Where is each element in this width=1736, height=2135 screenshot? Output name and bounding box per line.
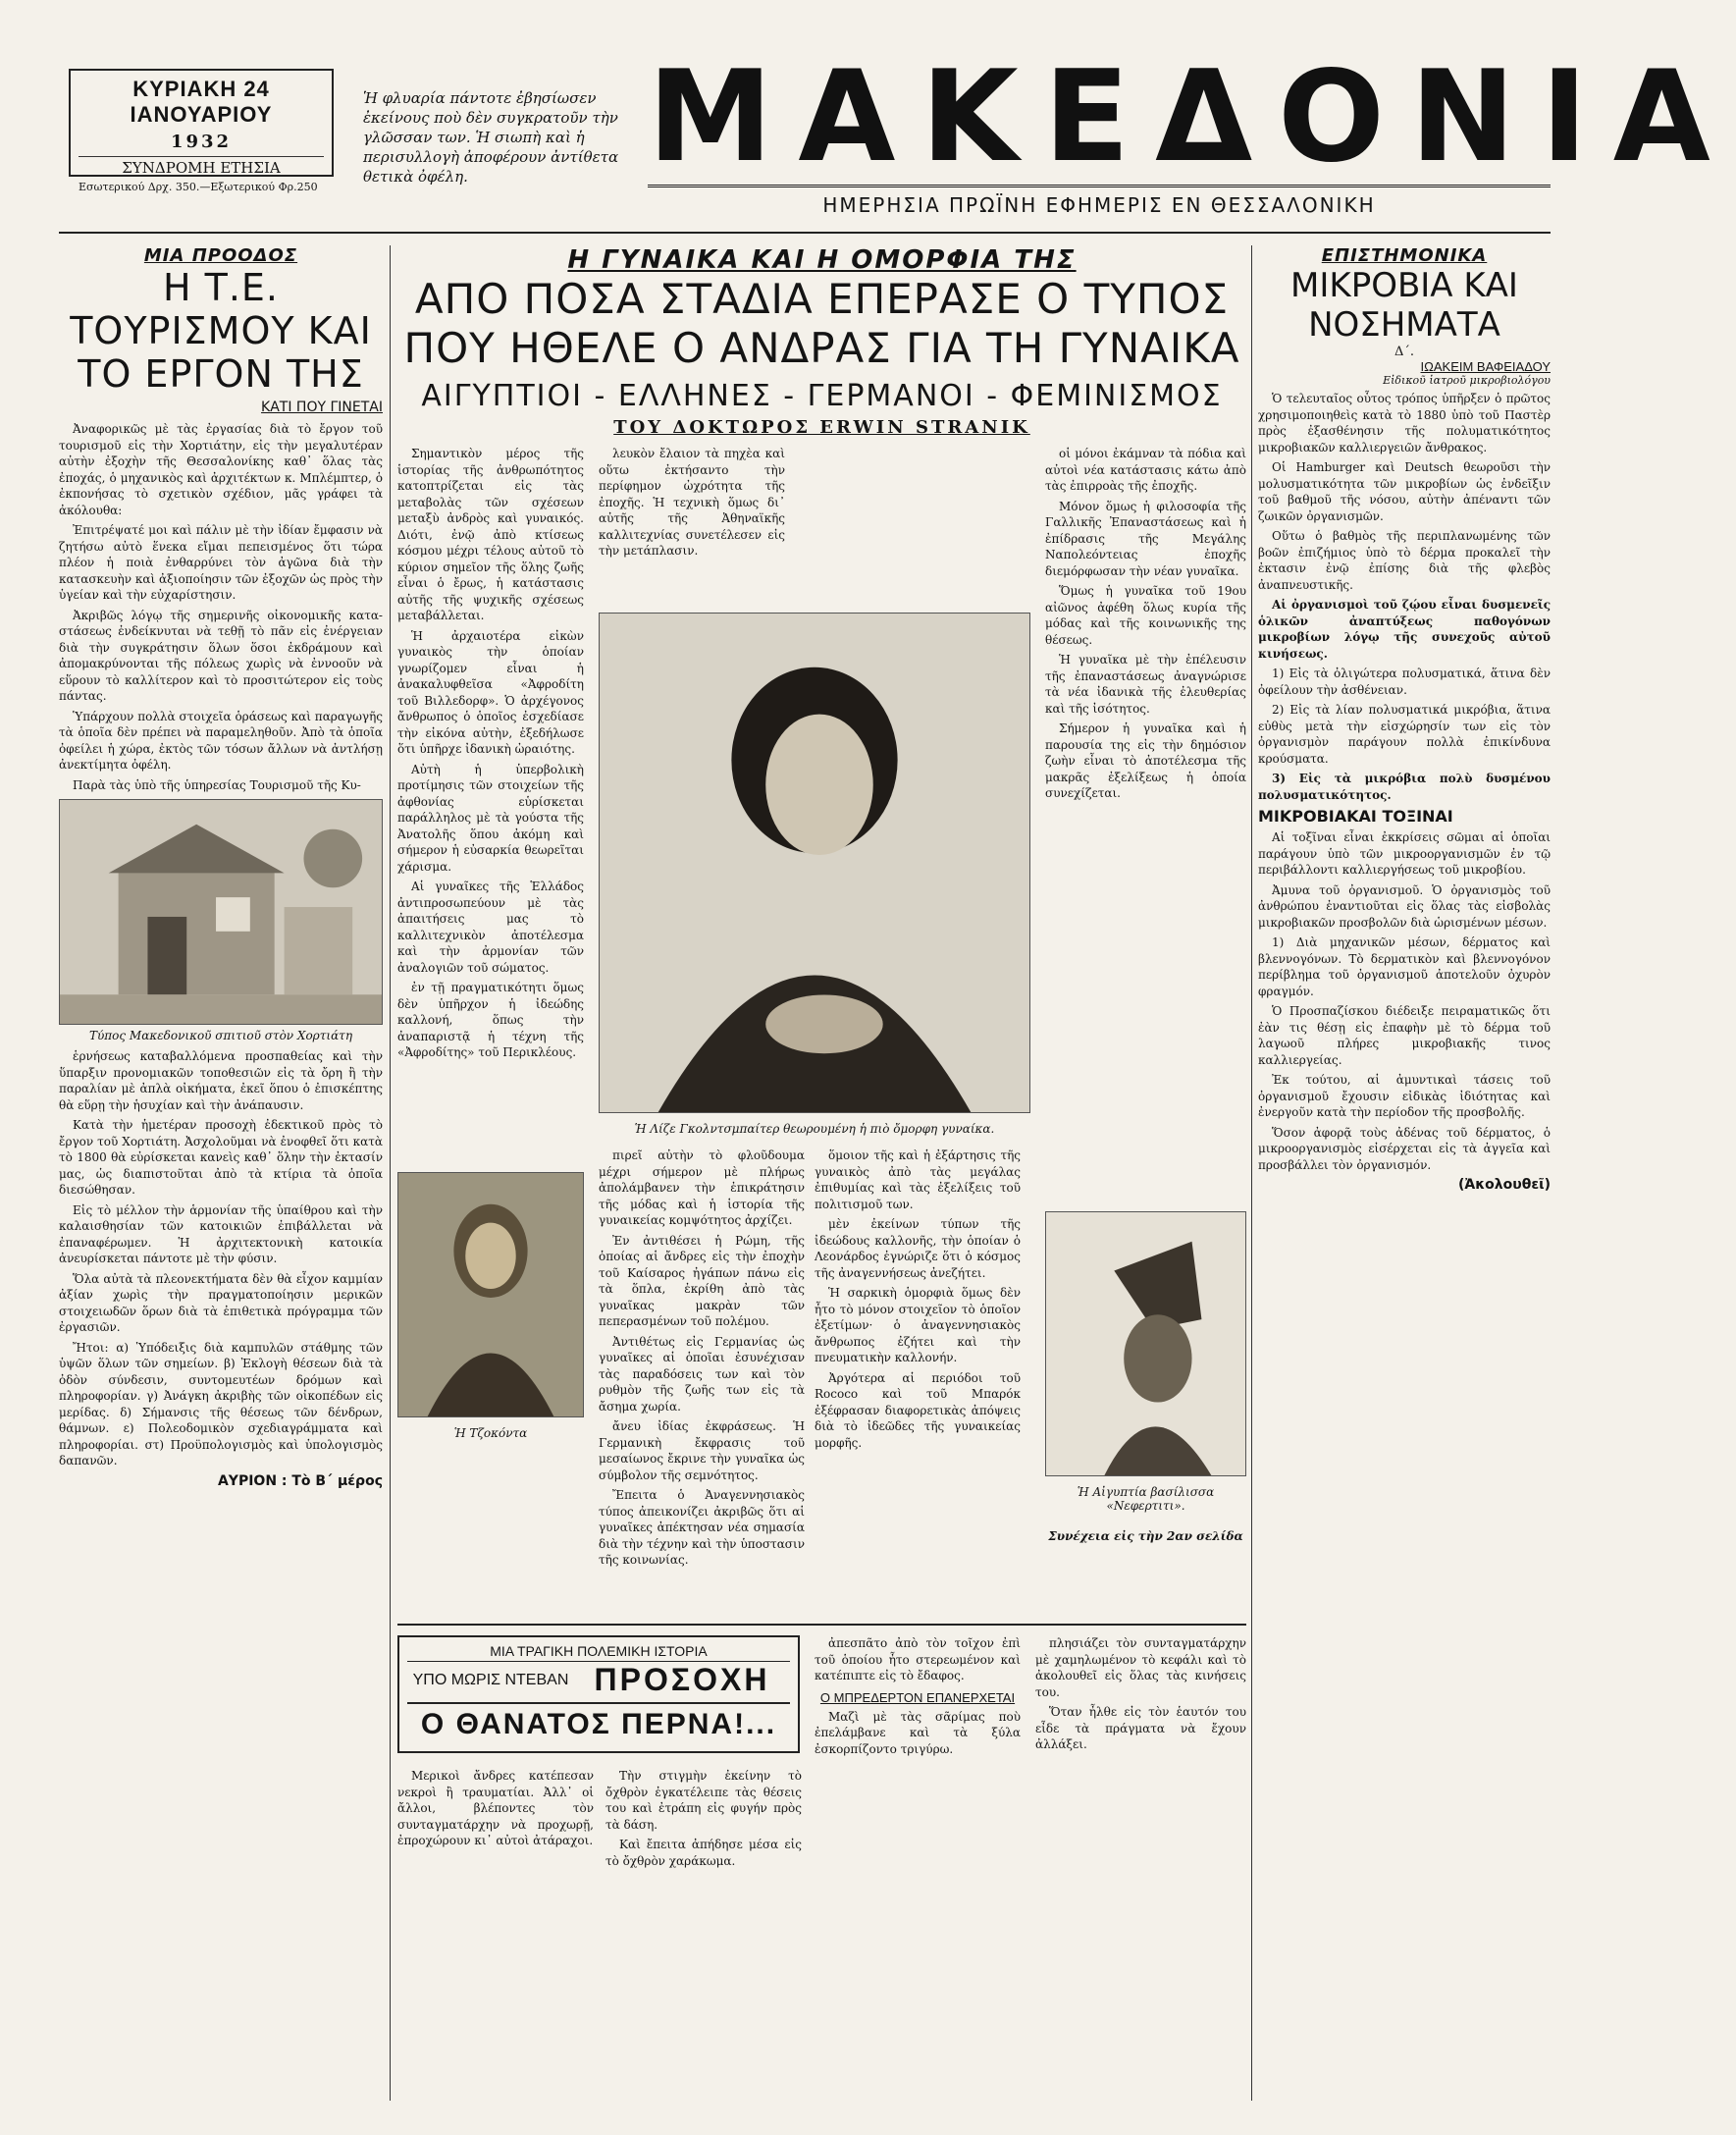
- right-column: [1258, 245, 1551, 1193]
- gioconda-photo: [397, 1172, 584, 1417]
- article-paragraph: Οὕτω ὁ βαθμὸς τῆς περιπλανωμένης τῶν βοῶν ἐπιζήμιος ὑπὸ τὸ δέρμα προκαλεῖ τὴν ἐκτασιν ἐνῷ ἐπίσης διὰ τῆς φλεβὸς ἀναπνευστικῆς.: [1258, 529, 1551, 592]
- date-box: [69, 69, 334, 193]
- column-divider: [1251, 245, 1252, 2101]
- article-paragraph: Σημαντικὸν μέρος τῆς ἱστορίας τῆς ἀνθρωπότητος κατοπτρίζεται εἰς τὰς μεταβολὰς τῶν σχέσεων μεταξὺ ἀνδρὸς καὶ γυναικός. Διότι, ἐνῷ ἀπὸ κτίσεως κόσμου μέχρι τέλους αὐτοῦ τὸ κύριον σημεῖον τῆς ὅλης ζωῆς εἶναι ὁ ἔρως, ἡ κατάστασις αὐτῆς τῆς ψυχικῆς σχέσεως μεταβάλλεται.: [397, 447, 584, 622]
- date-line: ΚΥΡΙΑΚΗ 24 ΙΑΝΟΥΑΡΙΟΥ: [130, 77, 273, 127]
- text-column: [605, 1768, 802, 1873]
- article-paragraph: πλησιάζει τὸν συνταγματάρχην μὲ χαμηλωμένον τὸ κεφάλι καὶ τὸ ἀκολουθεῖ εἰς ὅλας τὰς κινήσεις του.: [1035, 1636, 1246, 1699]
- nefertiti-caption: Ἡ Αἰγυπτία βασίλισσα «Νεφερτιτι».: [1077, 1485, 1215, 1513]
- article-paragraph: Ἐν ἀντιθέσει ἡ Ρώμη, τῆς ὁποίας αἱ ἄνδρες εἰς τὴν ἐποχὴν τοῦ Καίσαρος ἠγάπων πάνω εἰς τὰ ὅπλα, ἐκρίθη ἀπὸ τὰς γυναῖκας μακρὰν τῶν πεπερασμένων τοῦ πολέμου.: [599, 1233, 805, 1328]
- article-paragraph: Αἱ τοξῖναι εἶναι ἐκκρίσεις σῶμαι αἱ ὁποῖαι παράγουν ὑπὸ τῶν μικροοργανισμῶν ἐν τῷ περιβάλλοντι καλλιεργήσεως τοῦ μικροβίου.: [1258, 830, 1551, 877]
- center-column: [397, 245, 1246, 2114]
- serial-ad-box: [397, 1635, 800, 1753]
- left-column: [59, 245, 383, 1489]
- article-paragraph: Ὁ τελευταῖος οὗτος τρόπος ὑπῆρξεν ὁ πρῶτος χρησιμοποιηθεὶς κατὰ τὸ 1880 ὑπὸ τοῦ Παστὲρ πρὸς ἐξασθένησιν τῆς πολυματικότητος μικροβιακῶν καλλιεργειῶν ἄνθρακος.: [1258, 392, 1551, 454]
- center-subhead: ΑΙΓΥΠΤΙΟΙ - ΕΛΛΗΝΕΣ - ΓΕΡΜΑΝΟΙ - ΦΕΜΙΝΙΣΜΟΣ: [421, 379, 1223, 413]
- article-paragraph: μὲν ἐκείνων τύπων τῆς ἰδεώδους καλλονῆς, τὴν ὁποίαν ὁ Λεονάρδος ἐγνώριζε ὅτι ὁ κόσμος τῆς ἀναγεννήσεως ἀνεζήτει.: [815, 1217, 1021, 1280]
- nefertiti-photo: [1045, 1211, 1246, 1476]
- article-paragraph: Σήμερον ἡ γυναῖκα καὶ ἡ παρουσία της εἰς τὴν δημόσιον ζωὴν εἶναι τὸ ἀποτέλεσμα τῆς μακρᾶς ἐξελίξεως ἡ ὁποία συνεχίζεται.: [1045, 721, 1246, 800]
- left-kicker: ΜΙΑ ΠΡΟΟΔΟΣ: [143, 245, 298, 266]
- article-paragraph: Παρὰ τὰς ὑπὸ τῆς ὑπηρεσίας Τουρισμοῦ τῆς Κυ-: [73, 777, 361, 792]
- house-photo: [59, 799, 383, 1025]
- article-paragraph: Μαζὶ μὲ τὰς σᾶρίμας ποὺ ἐπελάμβανε καὶ τὰ ξύλα ἐσκορπίζοντο τριγύρω.: [815, 1709, 1021, 1756]
- article-list-item: 3) Εἰς τὰ μικρόβια πολὺ δυσμένου πολυσματικότητος.: [1258, 772, 1551, 802]
- article-paragraph: Ἡ γυναῖκα μὲ τὴν ἐπέλευσιν τῆς ἐπαναστάσεως ἀναγνώρισε τὰ νέα ἰδανικὰ τῆς ἐλευθερίας καὶ τῆς ἰσότητος.: [1045, 653, 1246, 716]
- article-paragraph: Ἀργότερα αἱ περιόδοι τοῦ Rococo καὶ τοῦ Μπαρόκ ἐξέφρασαν διαφορετικὰς ἀπόψεις διὰ τὸ ἰδεῶδες τῆς γυναικείας μορφῆς.: [815, 1370, 1021, 1450]
- article-paragraph: οἱ μόνοι ἐκάμναν τὰ πόδια καὶ αὐτοὶ νέα κατάστασις κάτω ἀπὸ τὰς ἐπιρροὰς τῆς ἐποχῆς.: [1045, 447, 1246, 493]
- text-column: [599, 1148, 805, 1573]
- text-column: [815, 1148, 1021, 1455]
- article-paragraph: Μερικοὶ ἄνδρες κατέπεσαν νεκροὶ ἢ τραυματίαι. Ἀλλ᾽ οἱ ἄλλοι, βλέποντες τὸν συνταγματάρχην νὰ προχωρῇ, ἐπροχώρουν κι᾽ αὐτοὶ ἀτάραχοι.: [397, 1769, 594, 1847]
- center-headline: ΑΠΟ ΠΟΣΑ ΣΤΑΔΙΑ ΕΠΕΡΑΣΕ Ο ΤΥΠΟΣ ΠΟΥ ΗΘΕΛΕ Ο ΑΝΔΡΑΣ ΓΙΑ ΤΗ ΓΥΝΑΙΚΑ: [403, 275, 1240, 372]
- serial-section: [397, 1624, 1246, 2114]
- article-paragraph: Ἀμυνα τοῦ ὀργανισμοῦ. Ὁ ὀργανισμὸς τοῦ ἀνθρώπου ἐναντιοῦται εἰς ὅλας τὰς εἰσβολὰς μικροβιακῶν προσβολῶν διὰ ὡρισμένων μέσων.: [1258, 882, 1551, 930]
- masthead: [20, 44, 1736, 226]
- serial-author: ΥΠΟ ΜΩΡΙΣ ΝΤΕΒΑΝ: [412, 1671, 569, 1688]
- serial-title: ΠΡΟΣΟΧΗ: [594, 1662, 770, 1697]
- article-paragraph: ἑρνήσεως καταβαλλόμενα προσπαθείας καὶ τὴν ὕπαρξιν προνομιακῶν τοποθεσιῶν εἰς τὰ ὄρη ἢ τὴν παραλίαν μὲ ἀπλὰ οἰκήματα, ἐκεῖ ὅπου ὁ ἐπισκέπτης θὰ εὕρῃ τὴν ἡσυχίαν καὶ τὴν ἀνάπαυσιν.: [59, 1049, 383, 1112]
- article-paragraph: λευκὸν ἔλαιον τὰ πηχὲα καὶ οὕτω ἐκτήσαντο τὴν περίφημον ὠχρότητα τῆς ἐποχῆς. Ἡ τεχνικὴ ὅμως δι᾽ αὐτῆς τῆς Ἀθηναϊκῆς καλλιτεχνίας συνετέλεσεν εἰς τὴν μετάπλασιν.: [599, 447, 785, 558]
- text-column: [1035, 1635, 1246, 1757]
- newspaper-subtitle: ΗΜΕΡΗΣΙΑ ΠΡΩΪΝΗ ΕΦΗΜΕΡΙΣ ΕΝ ΘΕΣΣΑΛΟΝΙΚΗ: [648, 185, 1551, 217]
- serial-label: ΜΙΑ ΤΡΑΓΙΚΗ ΠΟΛΕΜΙΚΗ ΙΣΤΟΡΙΑ: [407, 1643, 790, 1662]
- house-photo-caption: Τύπος Μακεδονικοῦ σπιτιοῦ στὸν Χορτιάτη: [88, 1029, 353, 1042]
- year: 1932: [170, 132, 233, 152]
- article-paragraph: Κατὰ τὴν ἡμετέραν προσοχὴ ἐδεκτικοῦ πρὸς τὸ ἔργον τοῦ Χορτιάτη. Ἀσχολοῦμαι νὰ ἐνοφθεῖ ὅτι κατὰ τὸ 1800 θὰ εὐρίσκεται κανεὶς καθ᾽ ὅλην τὴν ἐκτασίν μας, ὡς διαπιστοῦται ἀπὸ τὰ κτίρια τὰ ὁποῖα διεσώθησαν.: [59, 1118, 383, 1197]
- text-column: [815, 1635, 1021, 1761]
- left-headline: Η Τ.Ε. ΤΟΥΡΙΣΜΟΥ ΚΑΙ ΤΟ ΕΡΓΟΝ ΤΗΣ: [70, 266, 372, 396]
- portrait-photo: [599, 613, 1030, 1113]
- right-author: ΙΩΑΚΕΙΜ ΒΑΦΕΙΑΔΟΥ: [1420, 359, 1551, 374]
- column-divider: [390, 245, 391, 2101]
- article-paragraph: Ὅλα αὐτὰ τὰ πλεονεκτήματα δὲν θὰ εἶχον καμμίαν ἀξίαν χωρὶς τὴν πραγματοποίησιν μερικῶν στοιχειωδῶν ὅρων διὰ τὰ ἐπιθετικὰ πρόγραμμα τῶν ἐργασιῶν.: [59, 1271, 383, 1334]
- right-section-head: ΜΙΚΡΟΒΙΑΚΑΙ ΤΟΞΙΝΑΙ: [1258, 807, 1453, 826]
- newspaper-title: ΜΑΚΕΔΟΝΙΑ: [648, 44, 1736, 190]
- article-paragraph: Ἀναφορικῶς μὲ τὰς ἐργασίας διὰ τὸ ἔργον τοῦ τουρισμοῦ εἰς τὴν Χορτιάτην, εἰς τὴν μεγαλυτέραν αὐτὴν ἐξοχὴν τῆς Θεσσαλονίκης καθ᾽ ὅλας τὰς ἐποχάς, ὁ μηχανικὸς καὶ ἀρχιτέκτων κ. Μπλέμπτερ, ὁ ἐκπονήσας τὸ σχετικὸν σχέδιον, μᾶς γράφει τὰ ἀκόλουθα:: [59, 422, 383, 517]
- article-paragraph: Ἔπειτα ὁ Ἀναγεννησιακὸς τύπος ἀπεικονίζει ἀκριβῶς ὅτι αἱ γυναῖκες ἀπέκτησαν νέα σημασία διὰ τὴν τέχνην καὶ τὴν ὑποστασιν τῆς κοινωνίας.: [599, 1488, 805, 1567]
- serial-header: [407, 1662, 790, 1698]
- right-kicker: ΕΠΙΣΤΗΜΟΝΙΚΑ: [1321, 245, 1488, 266]
- subscription-prices: Εσωτερικού Δρχ. 350.—Εξωτερικού Φρ.250: [79, 181, 318, 193]
- article-paragraph: 1) Διὰ μηχανικῶν μέσων, δέρματος καὶ βλεννογόνων. Τὸ δερματικὸν καὶ βλεννογόνον περίβλημα τοῦ ὀργανισμοῦ ἀποτελοῦν ὀχυρὸν φραγμόν.: [1258, 935, 1551, 998]
- article-paragraph: Ἡ σαρκικὴ ὁμορφιὰ ὅμως δὲν ἦτο τὸ μόνον στοιχεῖον τὸ ὁποῖον ἐξετίμων· ὁ ἀναγεννησιακὸς ἄνθρωπος ἐζήτει καὶ τὴν πνευματικὴν καλλονήν.: [815, 1286, 1021, 1364]
- serial-subtitle: Ο ΘΑΝΑΤΟΣ ΠΕΡΝΑ!...: [407, 1702, 790, 1741]
- subscription-label: ΣΥΝΔΡΟΜΗ ΕΤΗΣΙΑ: [79, 156, 324, 177]
- article-list-item: 2) Εἰς τὰ λίαν πολυσματικά μικρόβια, ἅτινα εὐθὺς μετὰ τὴν εἰσχώρησίν των εἰς τὸν ὀργανισμὸν παράγουν πολλὰ ἐπικίνδυνα κρούσματα.: [1258, 703, 1551, 766]
- article-paragraph: Ὁ Προσπαζίσκου διέδειξε πειραματικῶς ὅτι ἐὰν τις θέσῃ εἰς ἐπαφὴν μὲ τὸ δέρμα τοῦ λαγωοῦ πλήρες μικροβιακῆς τινος καλλιεργείας.: [1258, 1004, 1551, 1067]
- serial-section-head: Ο ΜΠΡΕΔΕΡΤΟΝ ΕΠΑΝΕΡΧΕΤΑΙ: [819, 1689, 1016, 1705]
- masthead-rule: [59, 232, 1551, 234]
- article-paragraph: Ὅταν ἦλθε εἰς τὸν ἑαυτόν του εἶδε τὰ πράγματα νὰ ἔχουν ἀλλάξει.: [1035, 1705, 1246, 1751]
- text-column: [599, 446, 785, 563]
- article-paragraph: Καὶ ἔπειτα ἀπήδησε μέσα εἰς τὸ ὄχθρὸν χαράκωμα.: [605, 1838, 802, 1868]
- article-paragraph: Εἰς τὸ μέλλον τὴν ἁρμονίαν τῆς ὑπαίθρου καὶ τὴν καλαισθησίαν τῶν κατοικιῶν ἐπιβάλλεται νὰ ἐπαναφέρωμεν. Ἡ ἀρχιτεκτονικὴ κατοικία ἀνευρίσκεται πάντοτε μὲ τὴν φύσιν.: [59, 1202, 383, 1265]
- center-article-body: [397, 446, 1246, 1624]
- article-paragraph: Ἡ ἀρχαιοτέρα εἰκὼν γυναικὸς τὴν ὁποίαν γνωρίζομεν εἶναι ἡ ἀνακαλυφθεῖσα «Ἀφροδίτη τοῦ Βιλλεδορφ». Ὁ ἀρχέγονος ἄνθρωπος ὁ ὁποῖος ἐσχεδίασε τὴν εἰκόνα αὐτὴν, ἐξεδήλωσε ὅτι ὑπῆρχε ἰδανικὴ ὠραιότης.: [397, 628, 584, 756]
- article-list-item: 1) Εἰς τὰ ὀλιγώτερα πολυσματικά, ἅτινα δὲν ὀφείλουν τὴν ἀσθένειαν.: [1258, 667, 1551, 697]
- right-author-title: Εἰδικοῦ ἰατροῦ μικροβιολόγου: [1383, 374, 1551, 387]
- article-paragraph: ἄνευ ἰδίας ἐκφράσεως. Ἡ Γερμανικὴ ἔκφρασις τοῦ μεσαίωνος ἔκρινε τὴν γυναῖκα ὡς σύμβολον τῆς σεμνότητος.: [599, 1419, 805, 1482]
- right-headline: ΜΙΚΡΟΒΙΑ ΚΑΙ ΝΟΣΗΜΑΤΑ: [1290, 266, 1518, 345]
- article-paragraph: Ἐπιτρέψατέ μοι καὶ πάλιν μὲ τὴν ἰδίαν ἔμφασιν νὰ ζητήσω αὐτὸ ἕνεκα εἴμαι πεπεισμένος ὅτι τώρα πλέον ἡ ποιὰ ἐνθαρρύνει τὸν ἀγῶνα διὰ τὴν κατασκευὴν καὶ ἀξιοποίησιν τῶν ἐξοχῶν ὡς πρὸς τὴν ὑγείαν καὶ τὴν εὐχαρίστησιν.: [59, 523, 383, 602]
- article-paragraph: Αἱ ὀργανισμοὶ τοῦ ζῴου εἶναι δυσμενεῖς ὁλικῶν ἀναπτύξεως παθογόνων μικροβίων λόγῳ τῆς συνεχοῦς αὐτοῦ κινήσεως.: [1258, 598, 1551, 661]
- text-column: [1045, 446, 1246, 806]
- article-paragraph: Ἐκ τούτου, αἱ ἀμυντικαὶ τάσεις τοῦ ὀργανισμοῦ ἔχουσιν εἰδικὰς ἰδιότητας καὶ ἐνεργοῦν κατὰ τὴν περίοδον τῆς προσβολῆς.: [1258, 1073, 1551, 1119]
- article-paragraph: ἐν τῇ πραγματικότητι ὅμως δὲν ὑπῆρχον ἡ ἰδεώδης καλλονή, ὅπως τὴν ἀναπαριστᾷ ἡ τέχνη τῆς «Ἀφροδίτης» τοῦ Περικλέους.: [397, 981, 584, 1059]
- center-author: ΤΟΥ ΔΟΚΤΩΡΟΣ ERWIN STRANIK: [613, 417, 1030, 438]
- article-paragraph: Μόνον ὅμως ἡ φιλοσοφία τῆς Γαλλικῆς Ἐπαναστάσεως καὶ ἡ ἐπίδρασις τῆς Μεγάλης Ναπολεόντειας ἐποχῆς διεμόρφωσαν τὴν νέαν γυναῖκα.: [1045, 499, 1246, 578]
- right-footer: (Ἀκολουθεῖ): [1458, 1177, 1551, 1193]
- article-paragraph: Αὐτὴ ἡ ὑπερβολικὴ προτίμησις τῶν στοιχείων τῆς ἀφθονίας εὑρίσκεται παράλληλος μὲ τὰ γούστα τῆς Ἀνατολῆς ὅπου ἀκόμη καὶ σήμερον ἡ εὐσαρκία θεωρεῖται χάρισμα.: [397, 762, 584, 874]
- article-paragraph: Ἀκριβῶς λόγῳ τῆς σημερινῆς οἰκονομικῆς κατα- στάσεως ἐνδείκνυται νὰ τεθῇ τὸ πᾶν εἰς ἐνέργειαν διὰ τὴν συγκράτησιν ὅλων ὅσοι ἐκδράμουν καὶ ἀπομακρύνονται τῆς πόλεως χωρὶς νὰ ἐννοοῦν νὰ εὕρουν τὸ καλλίτερον καὶ τὸ προσιτώτερον εἰς τοὺς πάντας.: [59, 608, 383, 703]
- article-list: Ἤτοι: α) Ὑπόδειξις διὰ καμπυλῶν στάθμης τῶν ὑψῶν ὅλων τῶν σημείων. β) Ἐκλογὴ θέσεων διὰ τὰ ὀδὸν σύνδεσιν, συντομευτέων δρόμων καὶ πληροφορίαν. γ) Ἀνάγκη ἀκριβὴς τῶν οἰκοπέδων εἰς μερίδας. δ) Σήμανσις τῆς θέσεως τῶν δένδρων, θάμνων. ε) Πολεοδομικὸν σχεδιαγράμματα καὶ πληροφορίαι. στ) Προϋπολογισμὸς καὶ ὑπολογισμὸς δαπανῶν.: [59, 1340, 383, 1468]
- left-footer: ΑΥΡΙΟΝ : Τὸ Β´ μέρος: [217, 1472, 383, 1489]
- article-paragraph: πιρεῖ αὐτὴν τὸ φλοῦδουμα μέχρι σήμερον μὲ πλήρως ἀπολάμβανεν τὴν ἐπικράτησιν τῆς μόδας καὶ ἡ ἱστορία τῆς γυναικείας κομψότητος ἀρχίζει.: [599, 1148, 805, 1227]
- article-paragraph: Ὅμως ἡ γυναῖκα τοῦ 19ου αἰῶνος ἀφέθη ὅλως κυρία τῆς μόδας καὶ τῆς κοινωνικῆς της θέσεως.: [1045, 584, 1246, 647]
- portrait-caption: Ἡ Λίζε Γκολντσμπαίτερ θεωρουμένη ἡ πιὸ ὄμορφη γυναίκα.: [634, 1122, 995, 1136]
- gioconda-caption: Ἡ Τζοκόντα: [453, 1426, 528, 1440]
- left-subhead: ΚΑΤΙ ΠΟΥ ΓΙΝΕΤΑΙ: [261, 400, 383, 415]
- center-kicker: Η ΓΥΝΑΙΚΑ ΚΑΙ Η ΟΜΟΡΦΙΑ ΤΗΣ: [567, 245, 1077, 275]
- article-paragraph: Αἱ γυναῖκες τῆς Ἑλλάδος ἀντιπροσωπεύουν μὲ τὰς ἀπαιτήσεις μας τὸ καλλιτεχνικὸν ἀποτέλεσμα καὶ τὴν ἀρμονίαν τῶν ἀναλογιῶν τοῦ σώματος.: [397, 880, 584, 975]
- right-part: Δ´.: [1394, 345, 1415, 359]
- article-paragraph: Ὑπάρχουν πολλὰ στοιχεῖα ὁράσεως καὶ παραγωγῆς τὰ ὁποῖα δὲν πρέπει νὰ παραμεληθοῦν. Ἀπὸ τὰ ὁποῖα ὀφείλει ἡ χώρα, ἐκτὸς τῶν τόσων ἄλλων νὰ ἀντλήσῃ ἀνεκτίμητα ὀφέλη.: [59, 709, 383, 772]
- continued-note: Συνέχεια εἰς τὴν 2αν σελίδα: [1048, 1529, 1243, 1543]
- article-paragraph: Τὴν στιγμὴν ἐκείνην τὸ ὄχθρὸν ἐγκατέλειπε τὰς θέσεις του καὶ ἐτράπη εἰς φυγήν πρὸς τὰ δάση.: [605, 1769, 802, 1832]
- article-paragraph: Ὅσον ἀφορᾷ τοὺς ἀδένας τοῦ δέρματος, ὁ μικροοργανισμὸς εἰσέρχεται εἰς τὰ ἀγγεῖα καὶ προσβάλλει τὸν ὀργανισμόν.: [1258, 1125, 1551, 1172]
- article-paragraph: ἀπεσπᾶτο ἀπὸ τὸν τοῖχον ἐπὶ τοῦ ὁποίου ἦτο στερεωμένον καὶ κατέπιπτε εἰς τὸ ἔδαφος.: [815, 1636, 1021, 1682]
- article-paragraph: Ἀντιθέτως εἰς Γερμανίας ὡς γυναῖκες αἱ ὁποῖαι ἐσυνέχισαν τὰς παραδόσεις των καὶ τὸν ρυθμὸν τῆς ζωῆς των εἰς τὰ ἄσημα χωρία.: [599, 1334, 805, 1414]
- text-column: [397, 1768, 594, 1853]
- article-paragraph: Οἱ Hamburger καὶ Deutsch θεωροῦσι τὴν μολυσματικότητα τῶν μικροβίων ὡς ἐνδεῖξιν τοῦ βαθμοῦ τῆς νόσου, αὐτὴν ἀπέναντι τῶν ζωικῶν ὀργανισμῶν.: [1258, 460, 1551, 523]
- text-column: [397, 446, 584, 1065]
- masthead-quote: Ἡ φλυαρία πάντοτε ἐβησίωσεν ἐκείνους ποὺ δὲν συγκρατοῦν τὴν γλῶσσαν των. Ἡ σιωπὴ καὶ ἡ περισυλλογὴ ἀποφέρουν ἀντίθετα θετικὰ ὀφέλη.: [363, 89, 619, 186]
- article-paragraph: ὅμοιον τῆς καὶ ἡ ἐξάρτησις τῆς γυναικὸς ἀπὸ τὰς μεγάλας ἐπιθυμίας καὶ τὰς ἐξελίξεις τοῦ πολιτισμοῦ των.: [815, 1148, 1021, 1211]
